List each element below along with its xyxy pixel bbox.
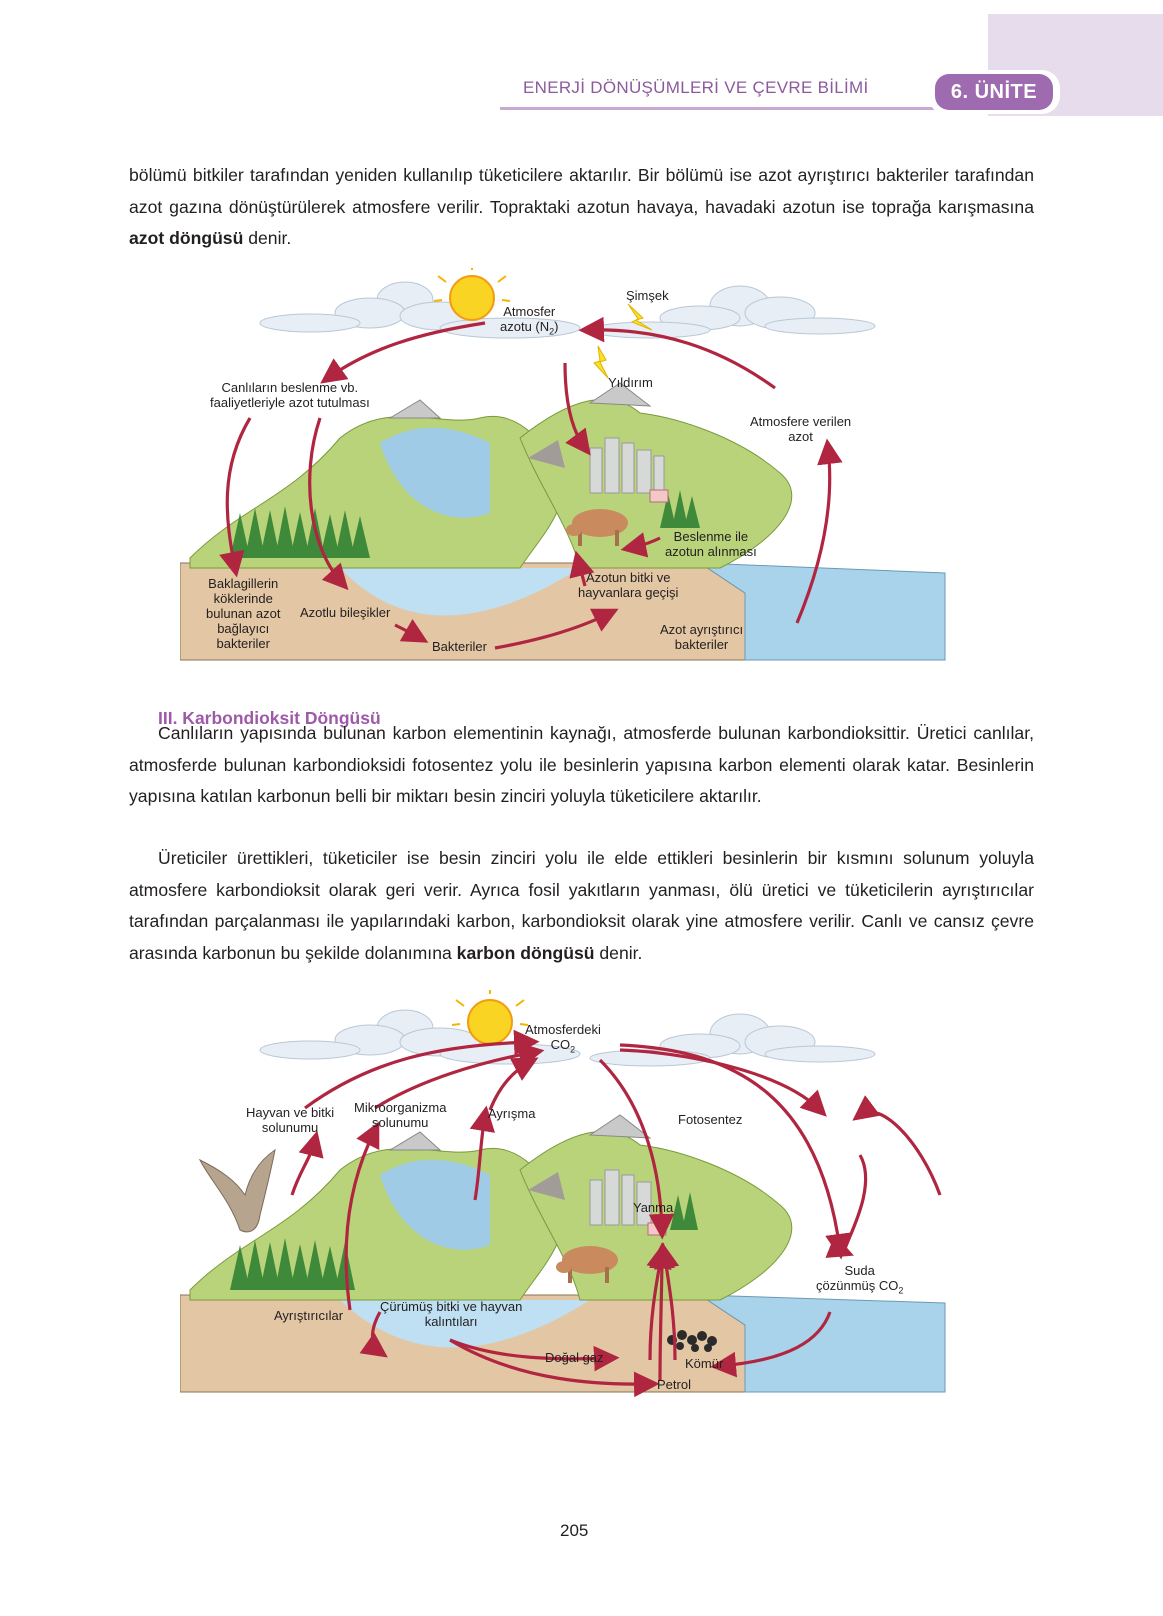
label-nitrogen-by-feeding: Beslenme ile azotun alınması	[665, 529, 757, 559]
label-nitrogen-fixation: Canlıların beslenme vb. faaliyetleriyle azot tutulması	[210, 380, 370, 410]
label-released-nitrogen: Atmosfere verilen azot	[750, 414, 852, 444]
label-dissolved-co2: Suda çözünmüş $CO_2$	[816, 1263, 904, 1296]
label-atmospheric-nitrogen: Atmosfer azotu $(N_2)$	[500, 304, 559, 337]
term-nitrogen-cycle: azot döngüsü	[129, 228, 244, 248]
paragraph-carbon-source	[129, 718, 1034, 813]
label-coal: Kömür	[685, 1356, 724, 1371]
paragraph-nitrogen-end	[129, 160, 1034, 255]
paragraph-text: denir.	[243, 228, 292, 248]
nitrogen-cycle-figure	[180, 268, 960, 668]
paragraph-text: Üreticiler ürettikleri, tüketiciler ise besin zinciri yolu ile elde ettikleri besinlerin bir kısmını solunum yoluyla atmosfere karbondioksit olarak geri verir. Ayrıca fosil yakıtların yanması, ölü üretici ve tüketicilerin ayrıştırıcılar tarafından parçalanması ile yapılarındaki karbon, karbondioksit olarak yine atmosfere verilir. Canlı ve cansız çevre arasında karbonun bu şekilde dolanımına	[129, 848, 1034, 963]
carbon-cycle-figure	[180, 990, 960, 1400]
page-number: 205	[560, 1521, 589, 1540]
bird-icon	[200, 1150, 275, 1232]
paragraph-text: denir.	[594, 942, 643, 963]
unit-badge: 6. ÜNİTE	[935, 74, 1053, 110]
label-transfer-to-organisms: Azotun bitki ve hayvanlara geçişi	[578, 570, 679, 600]
label-bacteria: Bakteriler	[432, 639, 487, 654]
label-photosynthesis: Fotosentez	[678, 1112, 743, 1127]
label-denitrifying-bacteria: Azot ayrıştırıcı bakteriler	[660, 622, 744, 652]
nitrogen-cycle-illustration	[180, 268, 960, 668]
label-decomposers: Ayrıştırıcılar	[274, 1308, 344, 1323]
thunderbolt-icon	[594, 346, 608, 378]
clouds	[260, 282, 875, 338]
label-natural-gas: Doğal gaz	[545, 1350, 604, 1365]
label-nitrogen-compounds: Azotlu bileşikler	[300, 605, 391, 620]
label-legume-bacteria: Baklagillerin köklerinde bulunan azot bağlayıcı bakteriler	[206, 576, 281, 651]
paragraph-carbon-cycle	[129, 843, 1034, 969]
label-decomposition: Ayrışma	[488, 1106, 536, 1121]
label-microorganism-respiration: Mikroorganizma solunumu	[354, 1100, 447, 1130]
paragraph-text: bölümü bitkiler tarafından yeniden kullanılıp tüketicilere aktarılır. Bir bölümü ise azot ayrıştırıcı bakteriler tarafından azot gazına dönüştürülerek atmosfere verilir. Topraktaki azotun havaya, havadaki azotun ise toprağa karışmasına	[129, 165, 1034, 217]
term-carbon-cycle: karbon döngüsü	[456, 942, 595, 963]
section-heading: III. Karbondioksit Döngüsü	[158, 708, 381, 728]
label-organic-remains: Çürümüş bitki ve hayvan kalıntıları	[380, 1299, 523, 1329]
chapter-title: ENERJİ DÖNÜŞÜMLERİ VE ÇEVRE BİLİMİ	[523, 78, 869, 97]
label-petroleum: Petrol	[657, 1377, 691, 1392]
label-lightning: Şimşek	[626, 288, 669, 303]
paragraph-text: Canlıların yapısında bulunan karbon elementinin kaynağı, atmosferde bulunan karbondioksittir. Üretici canlılar, atmosferde bulunan karbondioksidi fotosentez yolu ile besinlerin yapısına karbon elementi olarak katar. Besinlerin yapısına katılan karbonun belli bir miktarı besin zinciri yoluyla tüketicilere aktarılır.	[129, 723, 1034, 806]
label-animal-plant-respiration: Hayvan ve bitki solunumu	[246, 1105, 335, 1135]
label-thunder: Yıldırım	[608, 375, 653, 390]
header-divider	[500, 107, 940, 110]
label-atmospheric-co2: Atmosferdeki $CO_2$	[525, 1022, 601, 1055]
label-burning: Yanma	[633, 1200, 674, 1215]
